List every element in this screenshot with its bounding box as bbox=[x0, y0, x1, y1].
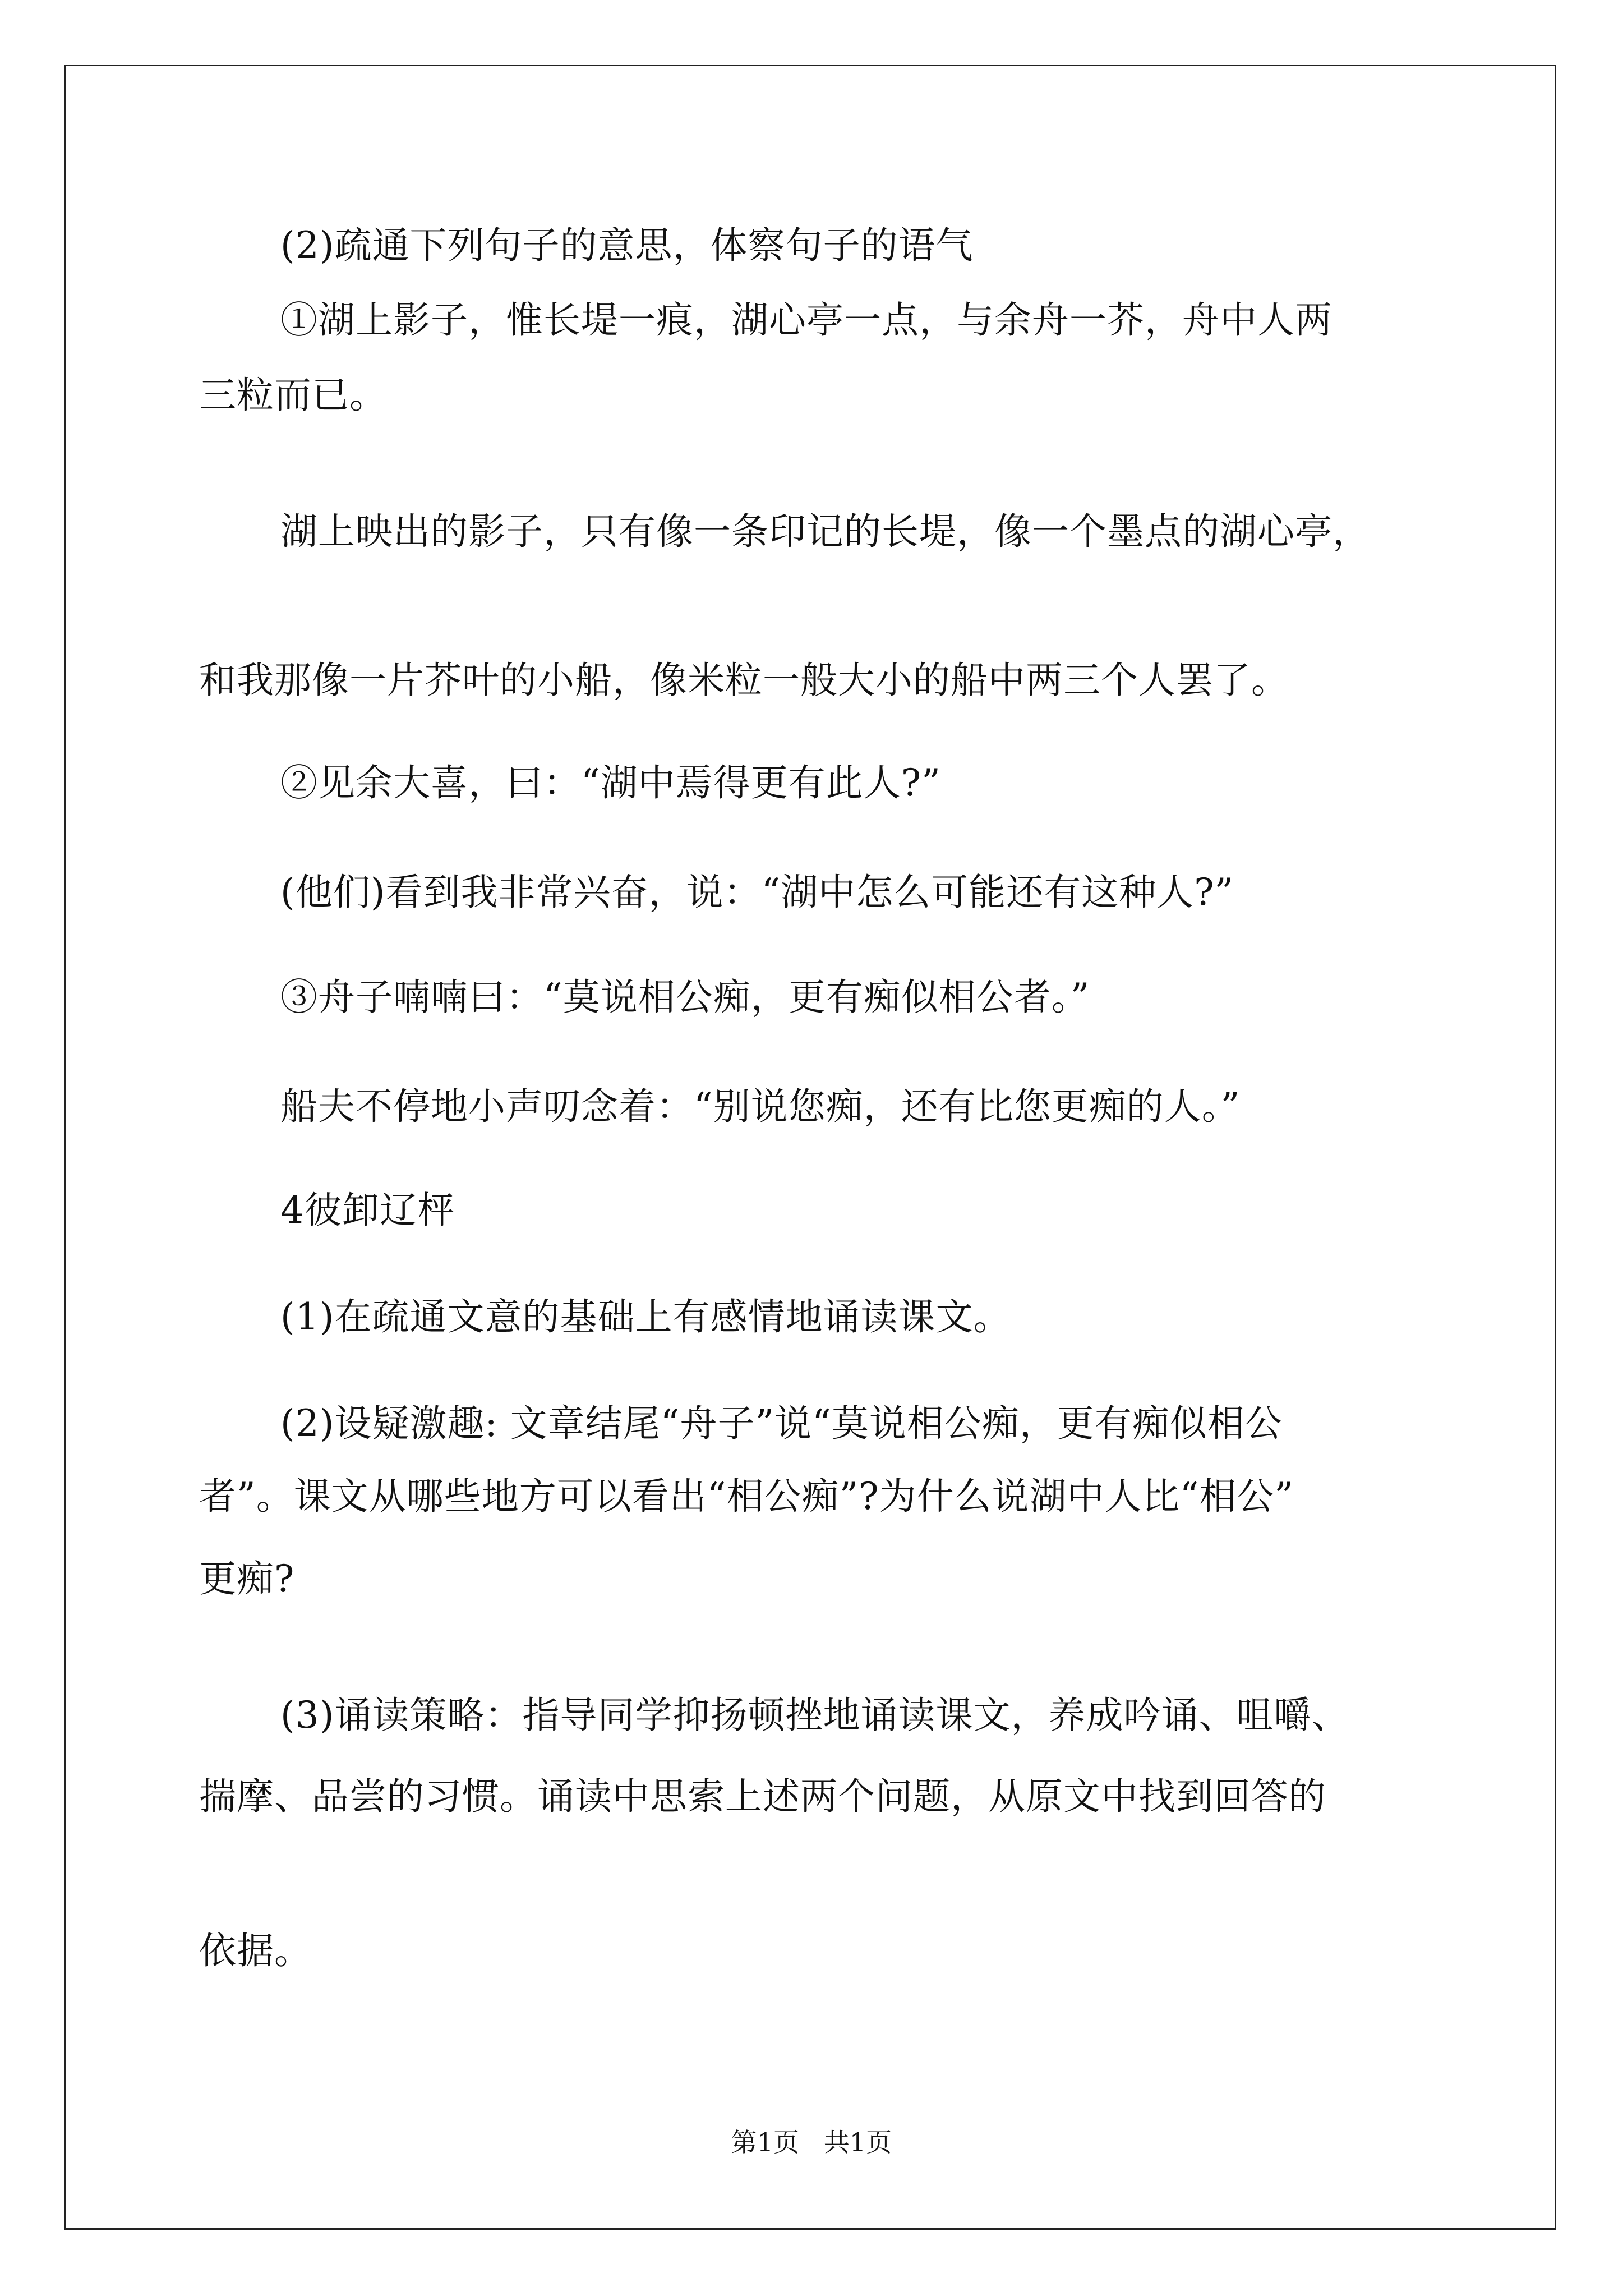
text-line: (3)诵读策略：指导同学抑扬顿挫地诵读课文，养成吟诵、咀嚼、 bbox=[280, 1694, 1349, 1737]
text-line: 三粒而已。 bbox=[199, 374, 387, 417]
text-line: ③舟子喃喃曰：“莫说相公痴，更有痴似相公者。” bbox=[280, 976, 1090, 1019]
text-line: 者”。课文从哪些地方可以看出“相公痴”?为什么说湖中人比“相公” bbox=[199, 1475, 1294, 1518]
text-line: 揣摩、品尝的习惯。诵读中思索上述两个问题，从原文中找到回答的 bbox=[199, 1775, 1326, 1818]
text-line: (2)疏通下列句子的意思，体察句子的语气 bbox=[280, 224, 974, 267]
text-line: ②见余大喜，曰：“湖中焉得更有此人?” bbox=[280, 761, 941, 804]
text-line: (2)设疑激趣: 文章结尾“舟子”说“莫说相公痴，更有痴似相公 bbox=[280, 1402, 1283, 1445]
text-line: 和我那像一片芥叶的小船，像米粒一般大小的船中两三个人罢了。 bbox=[199, 659, 1289, 702]
text-line: 依据。 bbox=[199, 1929, 312, 1972]
text-line: (1)在疏通文意的基础上有感情地诵读课文。 bbox=[280, 1295, 1011, 1338]
text-line: 船夫不停地小声叨念着：“别说您痴，还有比您更痴的人。” bbox=[280, 1085, 1241, 1128]
text-line: 更痴? bbox=[199, 1557, 295, 1600]
page-number-footer: 第1页 共1页 bbox=[731, 2127, 892, 2157]
section-heading: 4彼卸辽枰 bbox=[280, 1189, 455, 1232]
text-line: ①湖上影子，惟长堤一痕，湖心亭一点，与余舟一芥，舟中人两 bbox=[280, 298, 1332, 342]
text-line: 湖上映出的影子，只有像一条印记的长堤，像一个墨点的湖心亭， bbox=[280, 510, 1370, 553]
text-line: (他们)看到我非常兴奋，说：“湖中怎么可能还有这种人?” bbox=[280, 871, 1234, 914]
